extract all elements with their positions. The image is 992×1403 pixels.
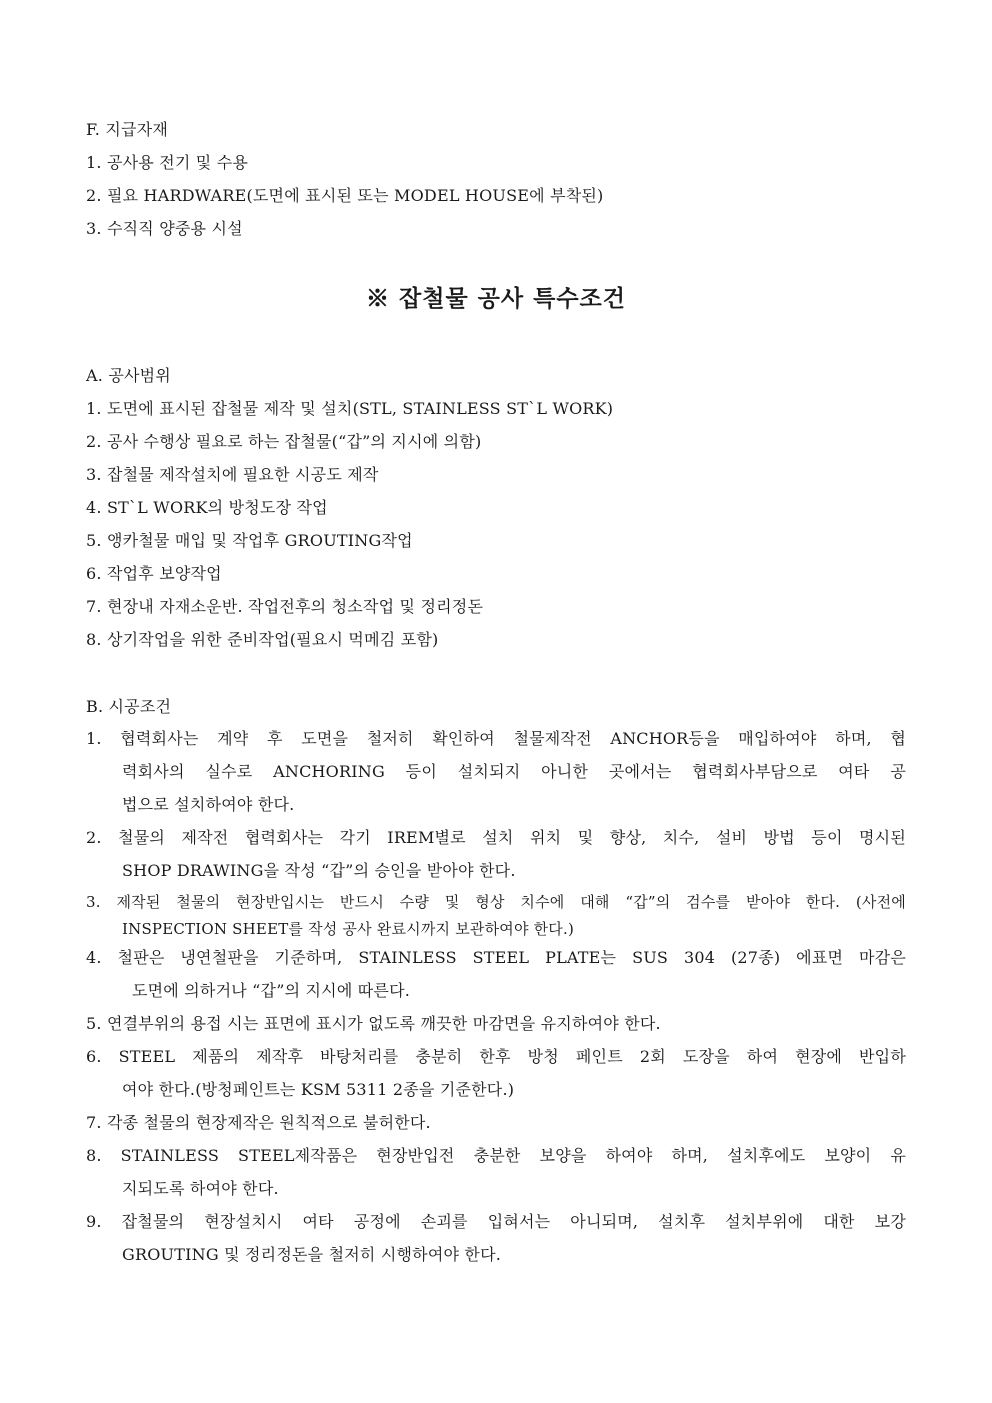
section-b-item-6-line-2: 여야 한다.(방청페인트는 KSM 5311 2종을 기준한다.) — [122, 1080, 515, 1099]
section-a-item: 4. ST`L WORK의 방청도장 작업 — [86, 498, 328, 517]
section-b-item-9-line-1: 9. 잡철물의 현장설치시 여타 공정에 손괴를 입혀서는 아니되며, 설치후 설치부위에 대한 보강 — [86, 1212, 906, 1231]
section-a-item: 5. 앵카철물 매입 및 작업후 GROUTING작업 — [86, 531, 413, 550]
section-b-item-1-line-3: 법으로 설치하여야 한다. — [122, 795, 295, 814]
section-b-item-6-line-1: 6. STEEL 제품의 제작후 바탕처리를 충분히 한후 방청 페인트 2회 도장을 하여 현장에 반입하 — [86, 1047, 906, 1066]
section-b-item-1-line-2: 력회사의 실수로 ANCHORING 등이 설치되지 아니한 곳에서는 협력회사부담으로 여타 공 — [122, 762, 906, 781]
section-a-item: 8. 상기작업을 위한 준비작업(필요시 먹메김 포함) — [86, 630, 439, 649]
section-b-item-8-line-1: 8. STAINLESS STEEL제작품은 현장반입전 충분한 보양을 하여야 하며, 설치후에도 보양이 유 — [86, 1146, 906, 1165]
section-b-item-3-line-2: INSPECTION SHEET를 작성 공사 완료시까지 보관하여야 한다.) — [122, 920, 575, 938]
section-f-item: 2. 필요 HARDWARE(도면에 표시된 또는 MODEL HOUSE에 부착된) — [86, 186, 604, 205]
section-a-item: 3. 잡철물 제작설치에 필요한 시공도 제작 — [86, 465, 379, 484]
section-b-item-9-line-2: GROUTING 및 정리정돈을 철저히 시행하여야 한다. — [122, 1245, 502, 1264]
section-b-item-4-line-2: 도면에 의하거나 “갑”의 지시에 따른다. — [132, 981, 411, 1000]
section-b-item-5-line-1: 5. 연결부위의 용접 시는 표면에 표시가 없도록 깨끗한 마감면을 유지하여야 한다. — [86, 1014, 661, 1033]
section-b-item-4-line-1: 4. 철판은 냉연철판을 기준하며, STAINLESS STEEL PLATE는 SUS 304 (27종) 에표면 마감은 — [86, 948, 906, 967]
section-f-item: 1. 공사용 전기 및 수용 — [86, 153, 249, 172]
section-a-item: 2. 공사 수행상 필요로 하는 잡철물(“갑”의 지시에 의함) — [86, 432, 482, 451]
section-b-item-8-line-2: 지되도록 하여야 한다. — [122, 1179, 279, 1198]
page-title: ※ 잡철물 공사 특수조건 — [366, 285, 626, 312]
section-b-item-1-line-1: 1. 협력회사는 계약 후 도면을 철저히 확인하여 철물제작전 ANCHOR등을 매입하여야 하며, 협 — [86, 729, 906, 748]
section-a-item: 1. 도면에 표시된 잡철물 제작 및 설치(STL, STAINLESS ST`L WORK) — [86, 399, 614, 418]
section-b-heading: B. 시공조건 — [86, 697, 172, 716]
section-b-item-2-line-1: 2. 철물의 제작전 협력회사는 각기 IREM별로 설치 위치 및 향상, 치수, 설비 방법 등이 명시된 — [86, 828, 906, 847]
section-f-heading: F. 지급자재 — [86, 120, 169, 139]
section-a-item: 6. 작업후 보양작업 — [86, 564, 222, 583]
section-b-item-7-line-1: 7. 각종 철물의 현장제작은 원칙적으로 불허한다. — [86, 1113, 431, 1132]
section-a-item: 7. 현장내 자재소운반. 작업전후의 청소작업 및 정리정돈 — [86, 597, 484, 616]
section-a-heading: A. 공사범위 — [86, 366, 171, 385]
section-b-item-3-line-1: 3. 제작된 철물의 현장반입시는 반드시 수량 및 형상 치수에 대해 “갑”의 검수를 받아야 한다. (사전에 — [86, 893, 906, 911]
section-b-item-2-line-2: SHOP DRAWING을 작성 “갑”의 승인을 받아야 한다. — [122, 861, 516, 880]
section-f-item: 3. 수직직 양중용 시설 — [86, 219, 243, 238]
